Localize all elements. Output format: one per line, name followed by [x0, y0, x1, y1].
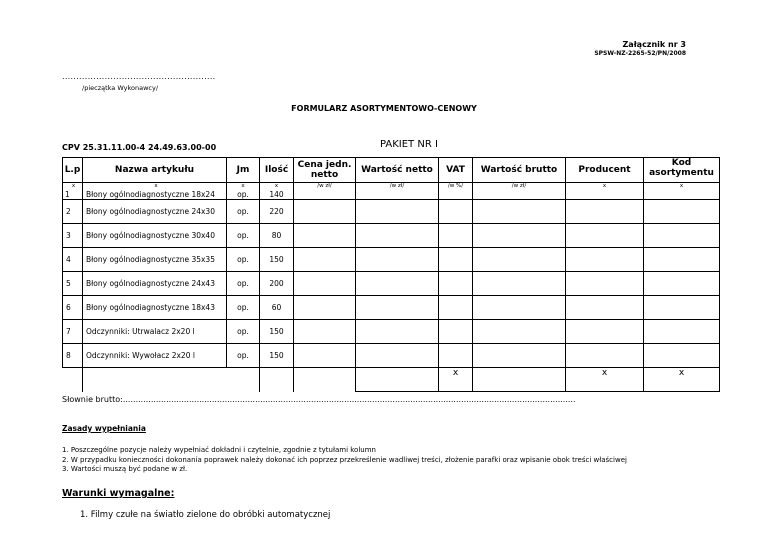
qty-value: 140 — [269, 190, 284, 199]
cell-unit-price[interactable] — [294, 224, 356, 248]
total-empty — [227, 368, 260, 392]
col-header-gross-value: Wartość brutto — [473, 158, 566, 183]
table-row — [63, 248, 720, 272]
cell-jm: op. — [227, 248, 260, 272]
cell-unit-price[interactable] — [294, 320, 356, 344]
table-row — [63, 320, 720, 344]
cell-code[interactable] — [644, 320, 720, 344]
page-title: FORMULARZ ASORTYMENTOWO-CENOWY — [291, 104, 477, 113]
cell-name: Odczynniki: Wywołacz 2x20 l — [83, 344, 227, 368]
cell-name: Odczynniki: Utrwalacz 2x20 l — [83, 320, 227, 344]
cell-lp: 5 — [63, 272, 83, 296]
cell-net-value[interactable] — [356, 296, 439, 320]
cell-vat[interactable] — [439, 320, 473, 344]
marker: x — [679, 183, 684, 189]
col-header-producer: Producent — [566, 158, 644, 183]
reference-number: SPSW-NZ-2265-52/PN/2008 — [594, 50, 686, 57]
cell-producer[interactable] — [566, 200, 644, 224]
cell-vat[interactable] — [439, 272, 473, 296]
cell-name: Błony ogólnodiagnostyczne 18x43 — [83, 296, 227, 320]
col-header-unit-price: Cena jedn. netto — [294, 158, 356, 183]
cell-code[interactable] — [644, 183, 720, 200]
cell-vat[interactable] — [439, 224, 473, 248]
cell-code[interactable] — [644, 344, 720, 368]
cell-vat[interactable] — [439, 248, 473, 272]
marker: x — [71, 183, 76, 189]
col-header-qty: Ilość — [260, 158, 294, 183]
attachment-label: Załącznik nr 3 — [622, 40, 686, 49]
cell-qty: 150 — [260, 248, 294, 272]
cell-net-value[interactable] — [356, 248, 439, 272]
cell-lp: 6 — [63, 296, 83, 320]
total-vat: x — [439, 368, 473, 392]
cell-net-value[interactable] — [356, 224, 439, 248]
marker: /w %/ — [447, 183, 464, 189]
name-value: Błony ogólnodiagnostyczne 18x24 — [86, 190, 215, 199]
total-empty — [63, 368, 83, 392]
cell-qty: 80 — [260, 224, 294, 248]
marker: /w zł/ — [511, 183, 527, 189]
requirement-item: 1. Filmy czułe na światło zielone do obróbki automatycznej — [80, 510, 331, 520]
cell-gross-value[interactable] — [473, 320, 566, 344]
rules-list — [62, 446, 627, 475]
table-row — [63, 344, 720, 368]
cell-lp — [63, 183, 83, 200]
cell-lp: 3 — [63, 224, 83, 248]
cell-net-value[interactable] — [356, 200, 439, 224]
cell-qty: 150 — [260, 320, 294, 344]
cell-code[interactable] — [644, 248, 720, 272]
rule-item: 3. Wartości muszą być podane w zł. — [62, 465, 188, 473]
cell-unit-price[interactable] — [294, 272, 356, 296]
marker: x — [602, 183, 607, 189]
total-empty — [83, 368, 227, 392]
package-label: PAKIET NR I — [380, 139, 438, 150]
cell-net-value[interactable] — [356, 272, 439, 296]
cell-jm — [227, 183, 260, 200]
total-net-value[interactable] — [356, 368, 439, 392]
cell-producer[interactable] — [566, 248, 644, 272]
cell-unit-price[interactable] — [294, 183, 356, 200]
table-row — [63, 296, 720, 320]
cell-vat[interactable] — [439, 200, 473, 224]
total-producer: x — [566, 368, 644, 392]
cell-producer[interactable] — [566, 320, 644, 344]
total-code: x — [644, 368, 720, 392]
table-row — [63, 224, 720, 248]
cell-qty: 60 — [260, 296, 294, 320]
cell-gross-value[interactable] — [473, 248, 566, 272]
cell-producer[interactable] — [566, 344, 644, 368]
cell-jm: op. — [227, 344, 260, 368]
col-header-code — [644, 158, 720, 183]
cell-jm: op. — [227, 320, 260, 344]
col-header-lp: L.p — [63, 158, 83, 183]
lp-value: 1 — [65, 190, 70, 199]
cell-gross-value[interactable] — [473, 224, 566, 248]
jm-value: op. — [237, 190, 249, 199]
cell-name: Błony ogólnodiagnostyczne 30x40 — [83, 224, 227, 248]
total-empty — [294, 368, 356, 392]
cell-unit-price[interactable] — [294, 344, 356, 368]
cell-lp: 7 — [63, 320, 83, 344]
marker: /w zł/ — [317, 183, 332, 189]
marker: x — [274, 183, 279, 189]
cell-code[interactable] — [644, 272, 720, 296]
table-row — [63, 272, 720, 296]
col-header-net-value: Wartość netto — [356, 158, 439, 183]
cell-net-value[interactable] — [356, 344, 439, 368]
cell-gross-value[interactable] — [473, 344, 566, 368]
table-row — [63, 200, 720, 224]
cell-gross-value[interactable] — [473, 183, 566, 200]
col-header-code-label: Kod asortymentu — [649, 158, 714, 178]
cell-lp: 8 — [63, 344, 83, 368]
rules-title: Zasady wypełniania — [62, 424, 146, 433]
cell-net-value[interactable] — [356, 320, 439, 344]
cell-producer[interactable] — [566, 224, 644, 248]
col-header-vat: VAT — [439, 158, 473, 183]
cpv-codes: CPV 25.31.11.00-4 24.49.63.00-00 — [62, 143, 217, 152]
cell-jm: op. — [227, 224, 260, 248]
cell-name: Błony ogólnodiagnostyczne 24x43 — [83, 272, 227, 296]
cell-qty: 220 — [260, 200, 294, 224]
table-header-row — [63, 158, 720, 183]
stamp-label: /pieczątka Wykonawcy/ — [82, 84, 159, 92]
cell-gross-value[interactable] — [473, 200, 566, 224]
cell-code[interactable] — [644, 200, 720, 224]
total-row — [63, 368, 720, 392]
stamp-dots: ...................................................... — [62, 72, 216, 81]
cell-jm: op. — [227, 200, 260, 224]
rule-item: 2. W przypadku konieczności dokonania poprawek należy dokonać ich poprzez przekreślenie wadliwej treści, złożenie parafki oraz wpisanie obok treści właściwej — [62, 455, 627, 464]
table-row — [63, 183, 720, 200]
col-header-jm: Jm — [227, 158, 260, 183]
cell-gross-value[interactable] — [473, 272, 566, 296]
col-header-name: Nazwa artykułu — [83, 158, 227, 183]
requirements-title: Warunki wymagalne: — [62, 488, 175, 499]
total-gross-value[interactable] — [473, 368, 566, 392]
cell-name — [83, 183, 227, 200]
cell-unit-price[interactable] — [294, 200, 356, 224]
cell-qty: 200 — [260, 272, 294, 296]
cell-vat[interactable] — [439, 183, 473, 200]
cell-name: Błony ogólnodiagnostyczne 35x35 — [83, 248, 227, 272]
marker: x — [241, 183, 245, 189]
cell-qty: 150 — [260, 344, 294, 368]
cell-jm: op. — [227, 272, 260, 296]
total-empty — [260, 368, 294, 392]
cell-net-value[interactable] — [356, 183, 439, 200]
marker: /w zł/ — [389, 183, 405, 189]
cell-jm: op. — [227, 296, 260, 320]
marker: x — [154, 183, 158, 189]
cell-lp: 2 — [63, 200, 83, 224]
price-table — [62, 157, 720, 392]
cell-qty — [260, 183, 294, 200]
cell-lp: 4 — [63, 248, 83, 272]
cell-producer[interactable] — [566, 272, 644, 296]
words-brutto-line[interactable]: Słownie brutto:.................................................................................................................................................................................. — [62, 395, 576, 404]
rule-item: 1. Poszczególne pozycje należy wypełniać dokładni i czytelnie, zgodnie z tytułami kolumn — [62, 446, 376, 454]
cell-producer[interactable] — [566, 296, 644, 320]
cell-vat[interactable] — [439, 296, 473, 320]
cell-name: Błony ogólnodiagnostyczne 24x30 — [83, 200, 227, 224]
cell-producer[interactable] — [566, 183, 644, 200]
cell-vat[interactable] — [439, 344, 473, 368]
cell-gross-value[interactable] — [473, 296, 566, 320]
cell-code[interactable] — [644, 224, 720, 248]
cell-unit-price[interactable] — [294, 296, 356, 320]
cell-code[interactable] — [644, 296, 720, 320]
cell-unit-price[interactable] — [294, 248, 356, 272]
